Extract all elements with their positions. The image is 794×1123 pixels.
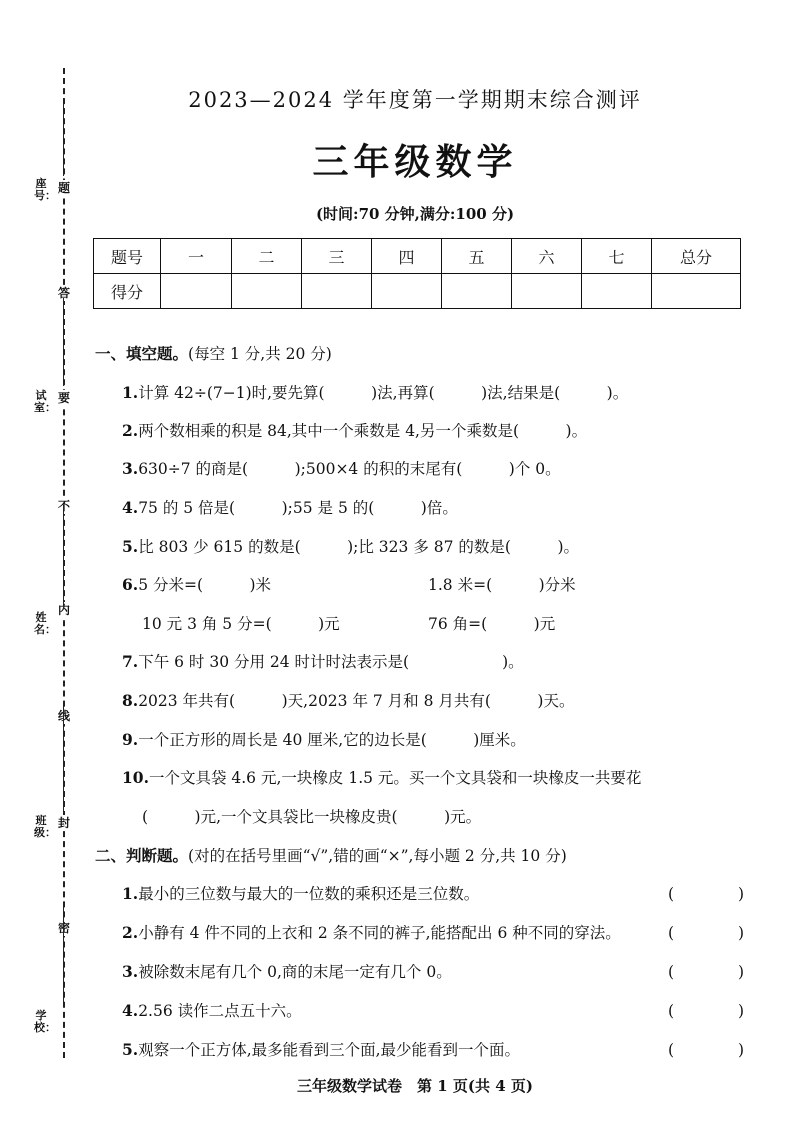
- score-cell-6[interactable]: [512, 274, 582, 309]
- question-text: 一个文具袋 4.6 元,一块橡皮 1.5 元。买一个文具袋和一块橡皮一共要花: [148, 769, 642, 787]
- seal-char: 不: [57, 499, 70, 513]
- score-table-cell: 五: [442, 239, 512, 274]
- fill-question: [122, 537, 579, 557]
- fill-question: [122, 652, 524, 672]
- question-number: 5.: [122, 537, 139, 556]
- score-table-score-row: [94, 274, 741, 309]
- score-table-cell: 六: [512, 239, 582, 274]
- name-line: [63, 505, 64, 609]
- question-number: 3.: [122, 962, 139, 981]
- bracket-left: (: [668, 963, 675, 981]
- exam-info: (时间:70 分钟,满分:100 分): [315, 205, 515, 223]
- question-text: 一个正方形的周长是 40 厘米,它的边长是( )厘米。: [138, 731, 526, 749]
- seat-number-label: 座号：: [34, 177, 56, 202]
- bracket-left: (: [668, 885, 675, 903]
- seal-char: 答: [57, 286, 70, 300]
- question-text: 2.56 读作二点五十六。: [138, 1002, 302, 1020]
- exam-room-label: 试室：: [34, 389, 56, 414]
- judge-question: [122, 1040, 520, 1060]
- score-table-cell: 题号: [94, 239, 161, 274]
- name-label: 姓名：: [34, 611, 56, 636]
- section-1-title: 一、填空题。: [95, 345, 189, 363]
- question-number: 2.: [122, 421, 139, 440]
- fill-question: [122, 575, 271, 595]
- question-number: 10.: [122, 768, 149, 787]
- score-table-header-row: [94, 239, 741, 274]
- bracket-right: ): [737, 924, 744, 942]
- bracket-right: ): [737, 885, 744, 903]
- school-line: [63, 905, 64, 1007]
- section-1-note: (每空 1 分,共 20 分): [188, 345, 332, 363]
- score-table-cell: 得分: [94, 274, 161, 309]
- question-number: 1.: [122, 383, 139, 402]
- question-number: 9.: [122, 730, 139, 749]
- score-table-cell: 三: [302, 239, 372, 274]
- bracket-left: (: [668, 924, 675, 942]
- page-footer: 三年级数学试卷 第 1 页(共 4 页): [297, 1077, 533, 1095]
- judge-question: [122, 923, 621, 943]
- score-cell-total[interactable]: [652, 274, 741, 309]
- question-number: 4.: [122, 1001, 139, 1020]
- score-table-cell: 一: [161, 239, 232, 274]
- question-text: 两个数相乘的积是 84,其中一个乘数是 4,另一个乘数是( )。: [138, 422, 588, 440]
- question-number: 8.: [122, 691, 139, 710]
- question-text: 被除数末尾有几个 0,商的末尾一定有几个 0。: [138, 963, 452, 981]
- judge-question: [122, 1001, 302, 1021]
- question-number: 3.: [122, 459, 139, 478]
- question-text: 75 的 5 倍是( );55 是 5 的( )倍。: [138, 499, 458, 517]
- bracket-right: ): [737, 1002, 744, 1020]
- question-number: 2.: [122, 923, 139, 942]
- question-text: 小静有 4 件不同的上衣和 2 条不同的裤子,能搭配出 6 种不同的穿法。: [138, 924, 621, 942]
- question-text: 5 分米=( )米: [138, 576, 272, 594]
- score-cell-4[interactable]: [372, 274, 442, 309]
- question-number: 1.: [122, 884, 139, 903]
- seal-char: 题: [57, 181, 70, 195]
- bracket-right: ): [737, 1041, 744, 1059]
- seal-char: 密: [57, 921, 70, 935]
- exam-title: 2023—2024 学年度第一学期期末综合测评: [188, 88, 642, 112]
- score-table-cell: 二: [232, 239, 302, 274]
- score-cell-5[interactable]: [442, 274, 512, 309]
- question-number: 4.: [122, 498, 139, 517]
- fill-question-part: [428, 575, 576, 595]
- subject-title: 三年级数学: [312, 142, 518, 183]
- fill-question: [122, 421, 587, 441]
- question-text: 76 角=( )元: [428, 615, 556, 633]
- fill-question-part: [428, 614, 555, 634]
- fill-question: [122, 498, 458, 518]
- section-1-heading: [95, 344, 332, 364]
- question-number: 6.: [122, 575, 139, 594]
- seal-char: 线: [57, 709, 70, 723]
- fill-question-part: [142, 807, 481, 827]
- class-line: [63, 705, 64, 813]
- section-2-heading: [95, 846, 567, 866]
- seat-number-line: [63, 98, 64, 176]
- question-text: 观察一个正方体,最多能看到三个面,最少能看到一个面。: [138, 1041, 521, 1059]
- bracket-left: (: [668, 1002, 675, 1020]
- fill-question-part: [142, 614, 340, 634]
- bracket-left: (: [668, 1041, 675, 1059]
- score-table-cell: 四: [372, 239, 442, 274]
- school-label: 学校：: [34, 1009, 56, 1034]
- score-table: [93, 238, 741, 309]
- fill-question: [122, 730, 526, 750]
- score-cell-1[interactable]: [161, 274, 232, 309]
- seal-char: 内: [57, 603, 70, 617]
- section-2-note: (对的在括号里画“√”,错的画“×”,每小题 2 分,共 10 分): [188, 847, 567, 865]
- question-text: 630÷7 的商是( );500×4 的积的末尾有( )个 0。: [138, 460, 561, 478]
- score-cell-2[interactable]: [232, 274, 302, 309]
- question-text: 10 元 3 角 5 分=( )元: [142, 615, 340, 633]
- fill-question: [122, 459, 561, 479]
- fill-question: [122, 768, 641, 788]
- question-text: 下午 6 时 30 分用 24 时计时法表示是( )。: [138, 653, 524, 671]
- question-text: 最小的三位数与最大的一位数的乘积还是三位数。: [138, 885, 480, 903]
- question-text: 计算 42÷(7−1)时,要先算( )法,再算( )法,结果是( )。: [138, 384, 629, 402]
- binding-strip: [0, 0, 80, 1123]
- judge-question: [122, 962, 452, 982]
- question-number: 7.: [122, 652, 139, 671]
- question-text: ( )元,一个文具袋比一块橡皮贵( )元。: [142, 808, 482, 826]
- score-table-cell: 七: [582, 239, 652, 274]
- section-2-title: 二、判断题。: [95, 847, 189, 865]
- score-cell-3[interactable]: [302, 274, 372, 309]
- class-label: 班级：: [34, 814, 56, 839]
- exam-room-line: [63, 298, 64, 386]
- bracket-right: ): [737, 963, 744, 981]
- question-text: 2023 年共有( )天,2023 年 7 月和 8 月共有( )天。: [138, 692, 575, 710]
- seal-char: 要: [57, 391, 70, 405]
- score-cell-7[interactable]: [582, 274, 652, 309]
- question-number: 5.: [122, 1040, 139, 1059]
- seal-char: 封: [57, 816, 70, 830]
- question-text: 比 803 少 615 的数是( );比 323 多 87 的数是( )。: [138, 538, 579, 556]
- question-text: 1.8 米=( )分米: [428, 576, 576, 594]
- fill-question: [122, 691, 574, 711]
- fill-question: [122, 383, 628, 403]
- score-table-cell: 总分: [652, 239, 741, 274]
- judge-question: [122, 884, 479, 904]
